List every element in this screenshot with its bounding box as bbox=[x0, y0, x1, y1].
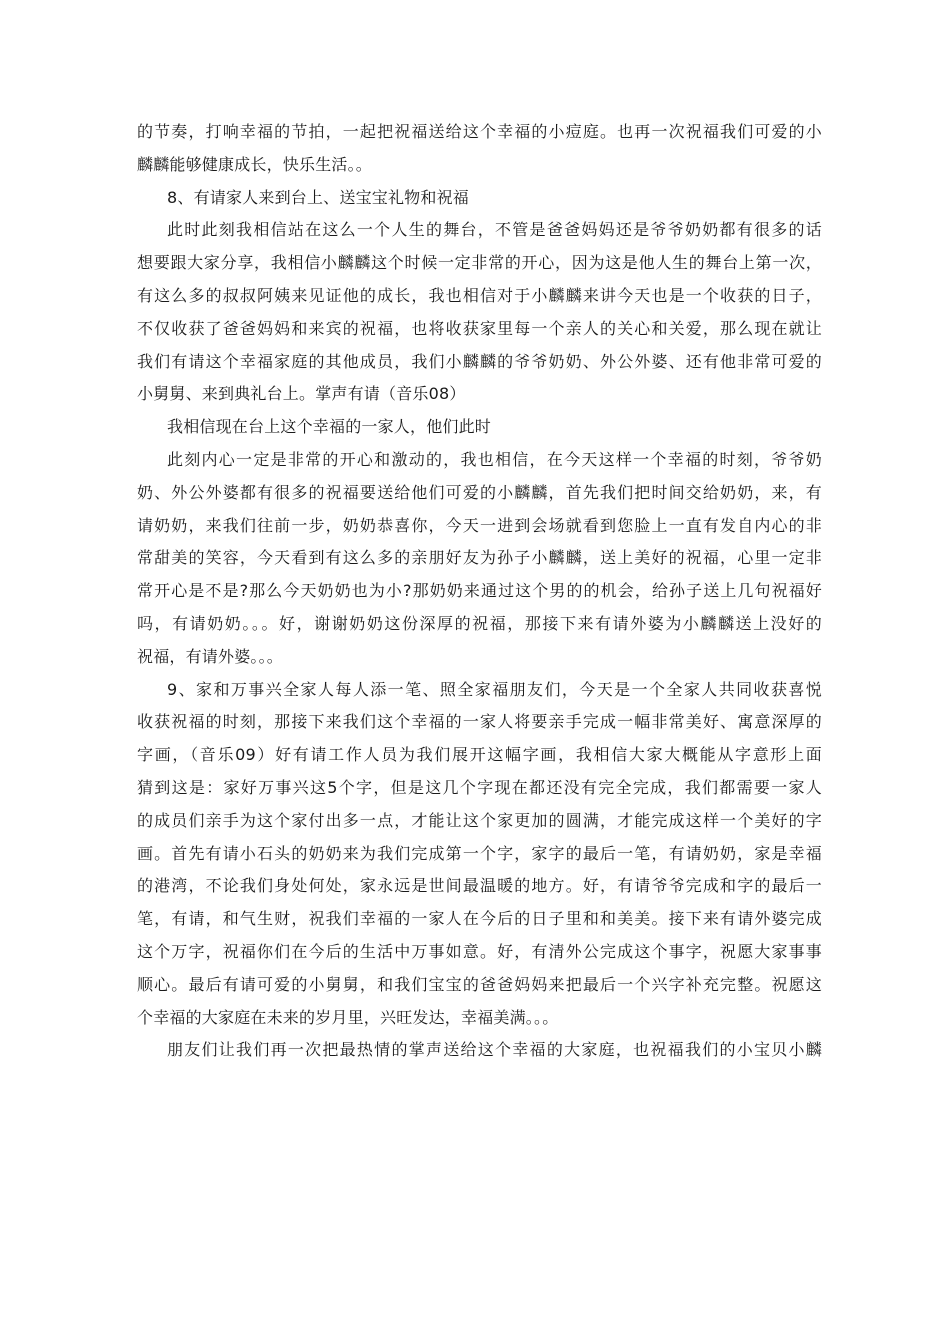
text-line: 小舅舅、来到典礼台上。掌声有请（音乐08） bbox=[137, 384, 466, 404]
text-line: 祝福，有请外婆。。。 bbox=[137, 646, 284, 666]
text-line: 个幸福的大家庭在未来的岁月里，兴旺发达，幸福美满。。。 bbox=[137, 1007, 559, 1027]
text-line: 此时此刻我相信站在这么一个人生的舞台，不管是爸爸妈妈还是爷爷奶奶都有很多的话 bbox=[167, 220, 822, 240]
text-line: 奶、外公外婆都有很多的祝福要送给他们可爱的小麟麟，首先我们把时间交给奶奶，来，有 bbox=[137, 482, 822, 502]
text-line: 麟麟能够健康成长，快乐生活。。 bbox=[137, 154, 373, 174]
text-line: 常甜美的笑容，今天看到有这么多的亲朋好友为孙子小麟麟，送上美好的祝福，心里一定非 bbox=[137, 548, 822, 568]
text-line: 字画，（音乐09）好有请工作人员为我们展开这幅字画，我相信大家大概能从字意形上面 bbox=[137, 745, 822, 765]
text-line: 我相信现在台上这个幸福的一家人，他们此时 bbox=[167, 417, 492, 437]
text-line: 朋友们让我们再一次把最热情的掌声送给这个幸福的大家庭，也祝福我们的小宝贝小麟 bbox=[167, 1040, 822, 1060]
section-heading-8: 8、有请家人来到台上、送宝宝礼物和祝福 bbox=[167, 187, 469, 207]
text-line: 的成员们亲手为这个家付出多一点，才能让这个家更加的圆满，才能完成这样一个美好的字 bbox=[137, 810, 822, 830]
text-line: 请奶奶，来我们往前一步，奶奶恭喜你，今天一进到会场就看到您脸上一直有发自内心的非 bbox=[137, 515, 822, 535]
document-body bbox=[137, 116, 822, 1067]
text-line: 不仅收获了爸爸妈妈和来宾的祝福，也将收获家里每一个亲人的关心和关爱，那么现在就让 bbox=[137, 318, 822, 338]
text-line: 收获祝福的时刻，那接下来我们这个幸福的一家人将要亲手完成一幅非常美好、寓意深厚的 bbox=[137, 712, 822, 732]
text-line: 这个万字，祝福你们在今后的生活中万事如意。好，有清外公完成这个事字，祝愿大家事事 bbox=[137, 941, 822, 961]
text-line: 吗，有请奶奶。。。好，谢谢奶奶这份深厚的祝福，那接下来有请外婆为小麟麟送上没好的 bbox=[137, 613, 822, 633]
text-line: 画。首先有请小石头的奶奶来为我们完成第一个字，家字的最后一笔，有请奶奶，家是幸福 bbox=[137, 843, 822, 863]
text-line: 顺心。最后有请可爱的小舅舅，和我们宝宝的爸爸妈妈来把最后一个兴字补充完整。祝愿这 bbox=[137, 974, 822, 994]
text-line: 猜到这是：家好万事兴这5个字，但是这几个字现在都还没有完全完成，我们都需要一家人 bbox=[137, 777, 822, 797]
text-line: 我们有请这个幸福家庭的其他成员，我们小麟麟的爷爷奶奶、外公外婆、还有他非常可爱的 bbox=[137, 351, 822, 371]
text-line: 有这么多的叔叔阿姨来见证他的成长，我也相信对于小麟麟来讲今天也是一个收获的日子， bbox=[137, 285, 822, 305]
text-line: 的节奏，打响幸福的节拍，一起把祝福送给这个幸福的小痘庭。也再一次祝福我们可爱的小 bbox=[137, 122, 822, 141]
text-line: 此刻内心一定是非常的开心和激动的，我也相信，在今天这样一个幸福的时刻，爷爷奶 bbox=[167, 449, 822, 469]
text-line: 常开心是不是?那么今天奶奶也为小?那奶奶来通过这个男的的机会，给孙子送上几句祝福好 bbox=[137, 581, 822, 601]
text-line: 想要跟大家分享，我相信小麟麟这个时候一定非常的开心，因为这是他人生的舞台上第一次， bbox=[137, 253, 822, 273]
text-line: 笔，有请，和气生财，祝我们幸福的一家人在今后的日子里和和美美。接下来有请外婆完成 bbox=[137, 909, 822, 929]
section-heading-9: 9、家和万事兴全家人每人添一笔、照全家福朋友们，今天是一个全家人共同收获喜悦 bbox=[167, 679, 822, 699]
text-line: 的港湾，不论我们身处何处，家永远是世间最温暖的地方。好，有请爷爷完成和字的最后一 bbox=[137, 876, 822, 896]
